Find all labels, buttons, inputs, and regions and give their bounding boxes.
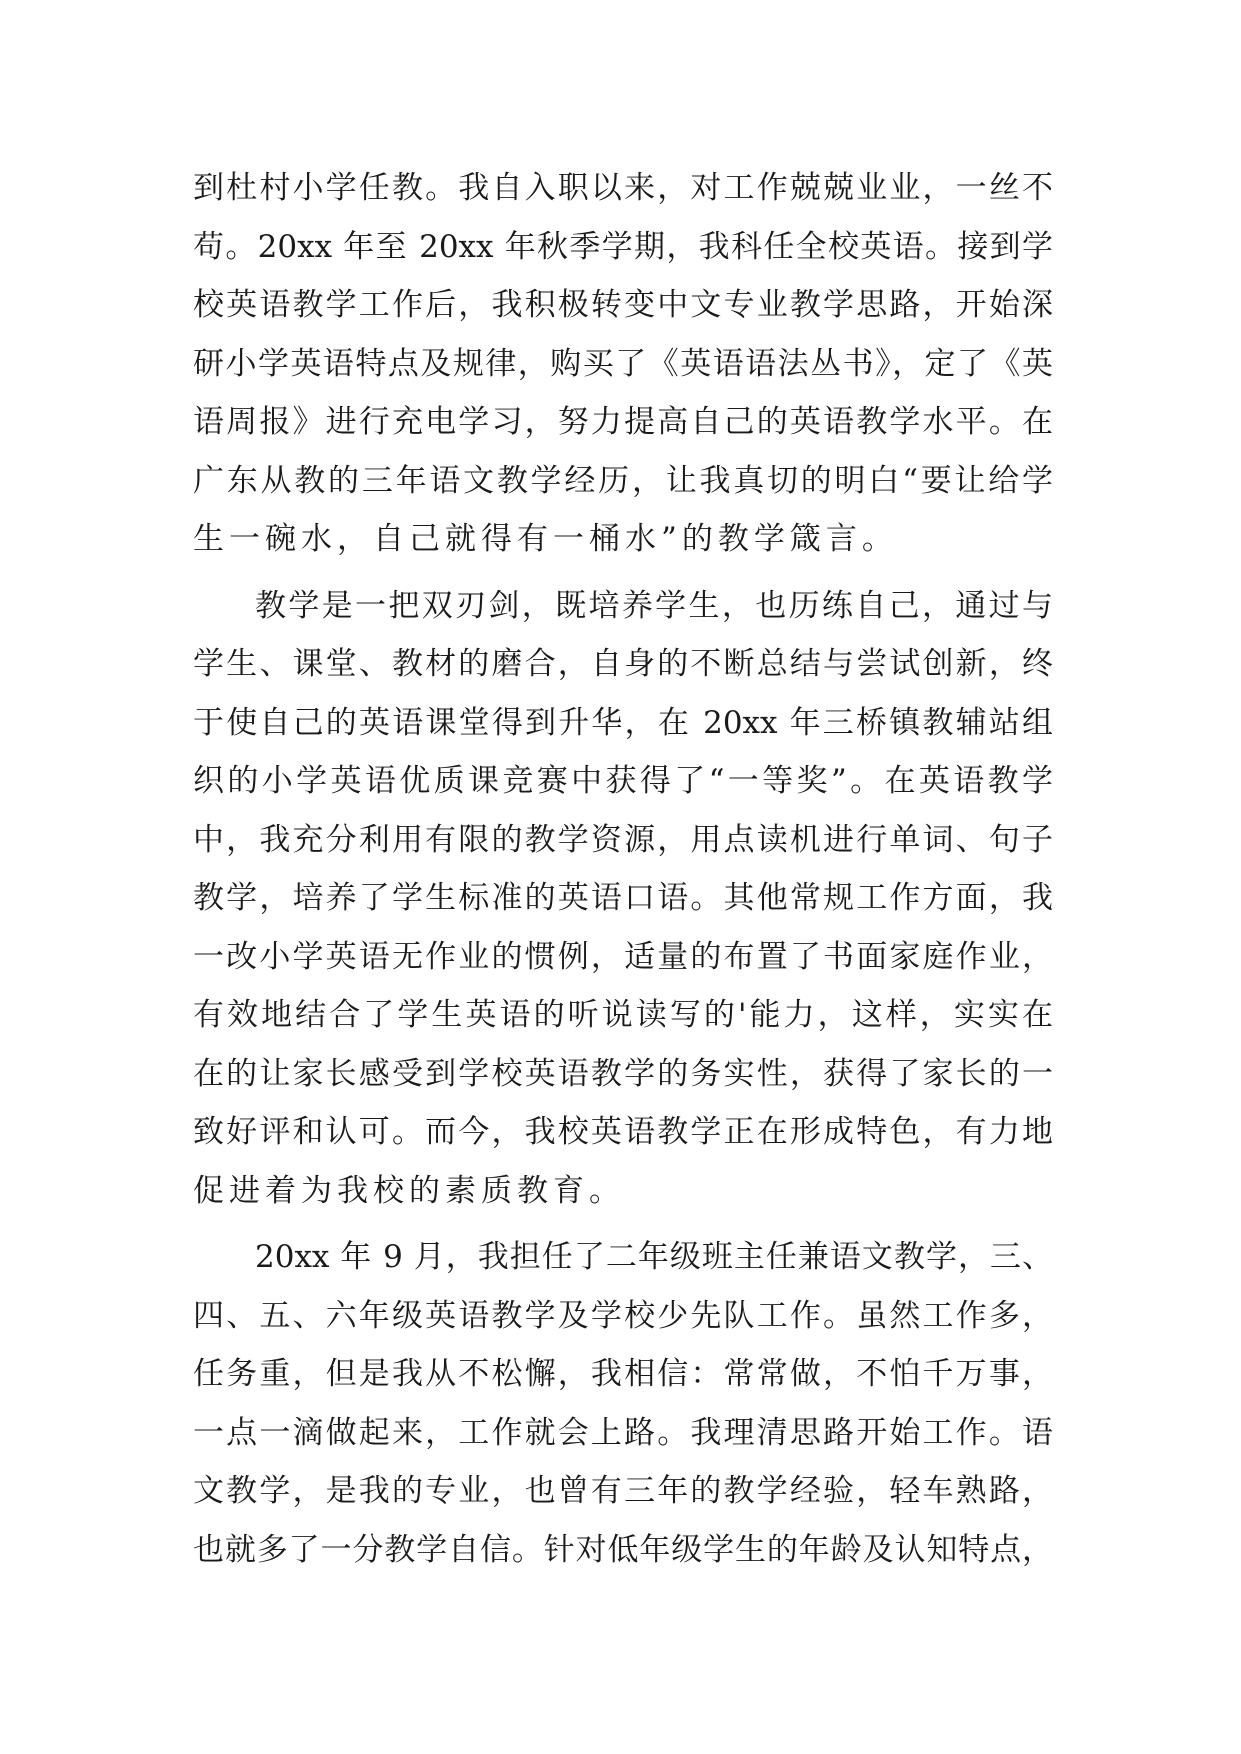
paragraph-3	[193, 1228, 1053, 1579]
text-line: 语周报》进行充电学习，努力提高自己的英语教学水平。在	[193, 404, 1053, 440]
text-line: 中，我充分利用有限的教学资源，用点读机进行单词、句子	[193, 821, 1053, 858]
text-line: 教学是一把双刃剑，既培养学生，也历练自己，通过与	[255, 587, 1053, 624]
text-line: 一点一滴做起来，工作就会上路。我理清思路开始工作。语	[193, 1414, 1053, 1451]
text-line: 也就多了一分教学自信。针对低年级学生的年龄及认知特点，	[193, 1531, 1053, 1568]
text-line: 文教学，是我的专业，也曾有三年的教学经验，轻车熟路，	[193, 1473, 1053, 1509]
text-line: 校英语教学工作后，我积极转变中文专业教学思路，开始深	[193, 287, 1053, 323]
text-line: 教学，培养了学生标准的英语口语。其他常规工作方面，我	[193, 880, 1053, 916]
text-line: 任务重，但是我从不松懈，我相信：常常做，不怕千万事，	[193, 1356, 1053, 1392]
text-line: 有效地结合了学生英语的听说读写的'能力，这样，实实在	[193, 997, 1053, 1033]
text-line: 20xx 年 9 月，我担任了二年级班主任兼语文教学，三、	[255, 1239, 1053, 1275]
text-line: 到杜村小学任教。我自入职以来，对工作兢兢业业，一丝不	[193, 170, 1053, 206]
text-line: 研小学英语特点及规律，购买了《英语语法丛书》，定了《英	[193, 345, 1053, 382]
text-line: 在的让家长感受到学校英语教学的务实性，获得了家长的一	[193, 1055, 1053, 1092]
paragraph-1	[193, 159, 1053, 569]
text-line: 促进着为我校的素质教育。	[193, 1172, 625, 1209]
text-line: 生一碗水，自己就得有一桶水”的教学箴言。	[193, 521, 898, 557]
text-line: 学生、课堂、教材的磨合，自身的不断总结与尝试创新，终	[193, 646, 1053, 682]
text-line: 致好评和认可。而今，我校英语教学正在形成特色，有力地	[193, 1114, 1053, 1150]
paragraph-2	[193, 577, 1053, 1221]
text-line: 四、五、六年级英语教学及学校少先队工作。虽然工作多，	[193, 1297, 1053, 1334]
text-line: 苟。20xx 年至 20xx 年秋季学期，我科任全校英语。接到学	[193, 228, 1053, 265]
text-line: 广东从教的三年语文教学经历，让我真切的明白“要让给学	[193, 462, 1053, 499]
text-line: 一改小学英语无作业的惯例，适量的布置了书面家庭作业，	[193, 938, 1053, 975]
text-line: 织的小学英语优质课竞赛中获得了“一等奖”。在英语教学	[193, 763, 1053, 799]
text-line: 于使自己的英语课堂得到升华，在 20xx 年三桥镇教辅站组	[193, 704, 1053, 741]
body-text	[193, 159, 1053, 1579]
